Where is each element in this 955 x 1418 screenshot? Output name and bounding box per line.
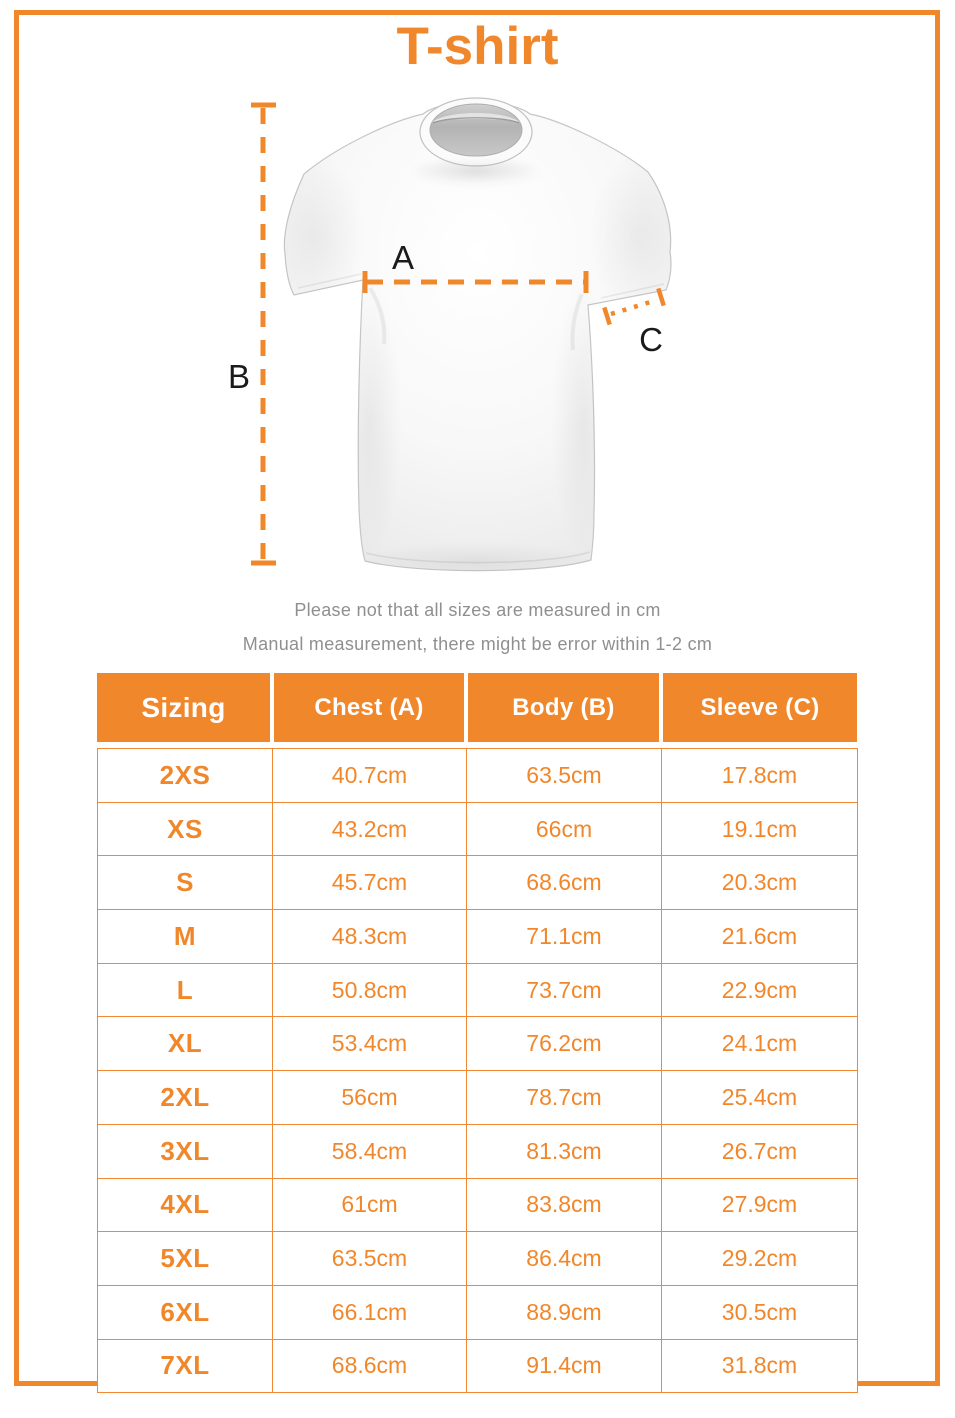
table-row xyxy=(98,856,858,910)
header-sleeve: Sleeve (C) xyxy=(663,673,857,742)
size-cell: XS xyxy=(98,802,273,856)
size-cell: 2XS xyxy=(98,749,273,803)
note-measure-unit: Please not that all sizes are measured in cm xyxy=(294,600,661,620)
body-cell: 78.7cm xyxy=(467,1071,662,1125)
sleeve-cell: 24.1cm xyxy=(662,1017,858,1071)
body-cell: 88.9cm xyxy=(467,1285,662,1339)
table-row xyxy=(98,1124,858,1178)
table-row xyxy=(98,1232,858,1286)
size-cell: 6XL xyxy=(98,1285,273,1339)
body-cell: 91.4cm xyxy=(467,1339,662,1393)
page-title: T-shirt xyxy=(396,17,559,76)
table-row xyxy=(98,802,858,856)
chest-cell: 48.3cm xyxy=(273,910,467,964)
chest-label-a: A xyxy=(391,239,415,276)
table-header-row xyxy=(97,673,857,742)
body-cell: 81.3cm xyxy=(467,1124,662,1178)
body-cell: 71.1cm xyxy=(467,910,662,964)
body-cell: 86.4cm xyxy=(467,1232,662,1286)
tshirt-illustration xyxy=(220,92,700,602)
chest-cell: 61cm xyxy=(273,1178,467,1232)
table-row xyxy=(98,1178,858,1232)
size-cell: S xyxy=(98,856,273,910)
sleeve-measure-cap-left xyxy=(604,307,609,324)
table-row xyxy=(98,749,858,803)
size-cell: 4XL xyxy=(98,1178,273,1232)
tshirt-measurement-diagram xyxy=(220,92,700,602)
table-row xyxy=(98,963,858,1017)
chest-cell: 58.4cm xyxy=(273,1124,467,1178)
table-row xyxy=(98,1285,858,1339)
chest-cell: 45.7cm xyxy=(273,856,467,910)
sleeve-cell: 30.5cm xyxy=(662,1285,858,1339)
body-cell: 66cm xyxy=(467,802,662,856)
body-cell: 76.2cm xyxy=(467,1017,662,1071)
chest-cell: 50.8cm xyxy=(273,963,467,1017)
size-cell: 3XL xyxy=(98,1124,273,1178)
sleeve-cell: 26.7cm xyxy=(662,1124,858,1178)
sizing-table xyxy=(97,673,857,1393)
chest-cell: 66.1cm xyxy=(273,1285,467,1339)
chest-cell: 68.6cm xyxy=(273,1339,467,1393)
header-sizing: Sizing xyxy=(97,673,270,742)
tshirt-collar xyxy=(414,98,538,183)
sleeve-cell: 22.9cm xyxy=(662,963,858,1017)
sleeve-cell: 19.1cm xyxy=(662,802,858,856)
size-cell: 2XL xyxy=(98,1071,273,1125)
chest-cell: 40.7cm xyxy=(273,749,467,803)
sleeve-cell: 29.2cm xyxy=(662,1232,858,1286)
sleeve-cell: 27.9cm xyxy=(662,1178,858,1232)
chest-cell: 43.2cm xyxy=(273,802,467,856)
sleeve-cell: 21.6cm xyxy=(662,910,858,964)
chest-cell: 53.4cm xyxy=(273,1017,467,1071)
table-row xyxy=(98,1071,858,1125)
body-cell: 83.8cm xyxy=(467,1178,662,1232)
sleeve-label-c: C xyxy=(639,321,663,358)
body-cell: 63.5cm xyxy=(467,749,662,803)
body-label-b: B xyxy=(227,358,251,395)
header-body: Body (B) xyxy=(468,673,659,742)
header-chest: Chest (A) xyxy=(274,673,464,742)
table-body xyxy=(97,748,858,1393)
body-cell: 68.6cm xyxy=(467,856,662,910)
size-cell: 7XL xyxy=(98,1339,273,1393)
size-cell: XL xyxy=(98,1017,273,1071)
sleeve-cell: 25.4cm xyxy=(662,1071,858,1125)
size-cell: M xyxy=(98,910,273,964)
chest-cell: 56cm xyxy=(273,1071,467,1125)
table-row xyxy=(98,1017,858,1071)
sleeve-cell: 20.3cm xyxy=(662,856,858,910)
note-error-margin: Manual measurement, there might be error within 1-2 cm xyxy=(242,634,713,654)
size-cell: 5XL xyxy=(98,1232,273,1286)
table-row xyxy=(98,910,858,964)
sleeve-cell: 31.8cm xyxy=(662,1339,858,1393)
sleeve-measure-line xyxy=(611,300,657,314)
table-row xyxy=(98,1339,858,1393)
chest-cell: 63.5cm xyxy=(273,1232,467,1286)
sleeve-cell: 17.8cm xyxy=(662,749,858,803)
body-cell: 73.7cm xyxy=(467,963,662,1017)
size-cell: L xyxy=(98,963,273,1017)
